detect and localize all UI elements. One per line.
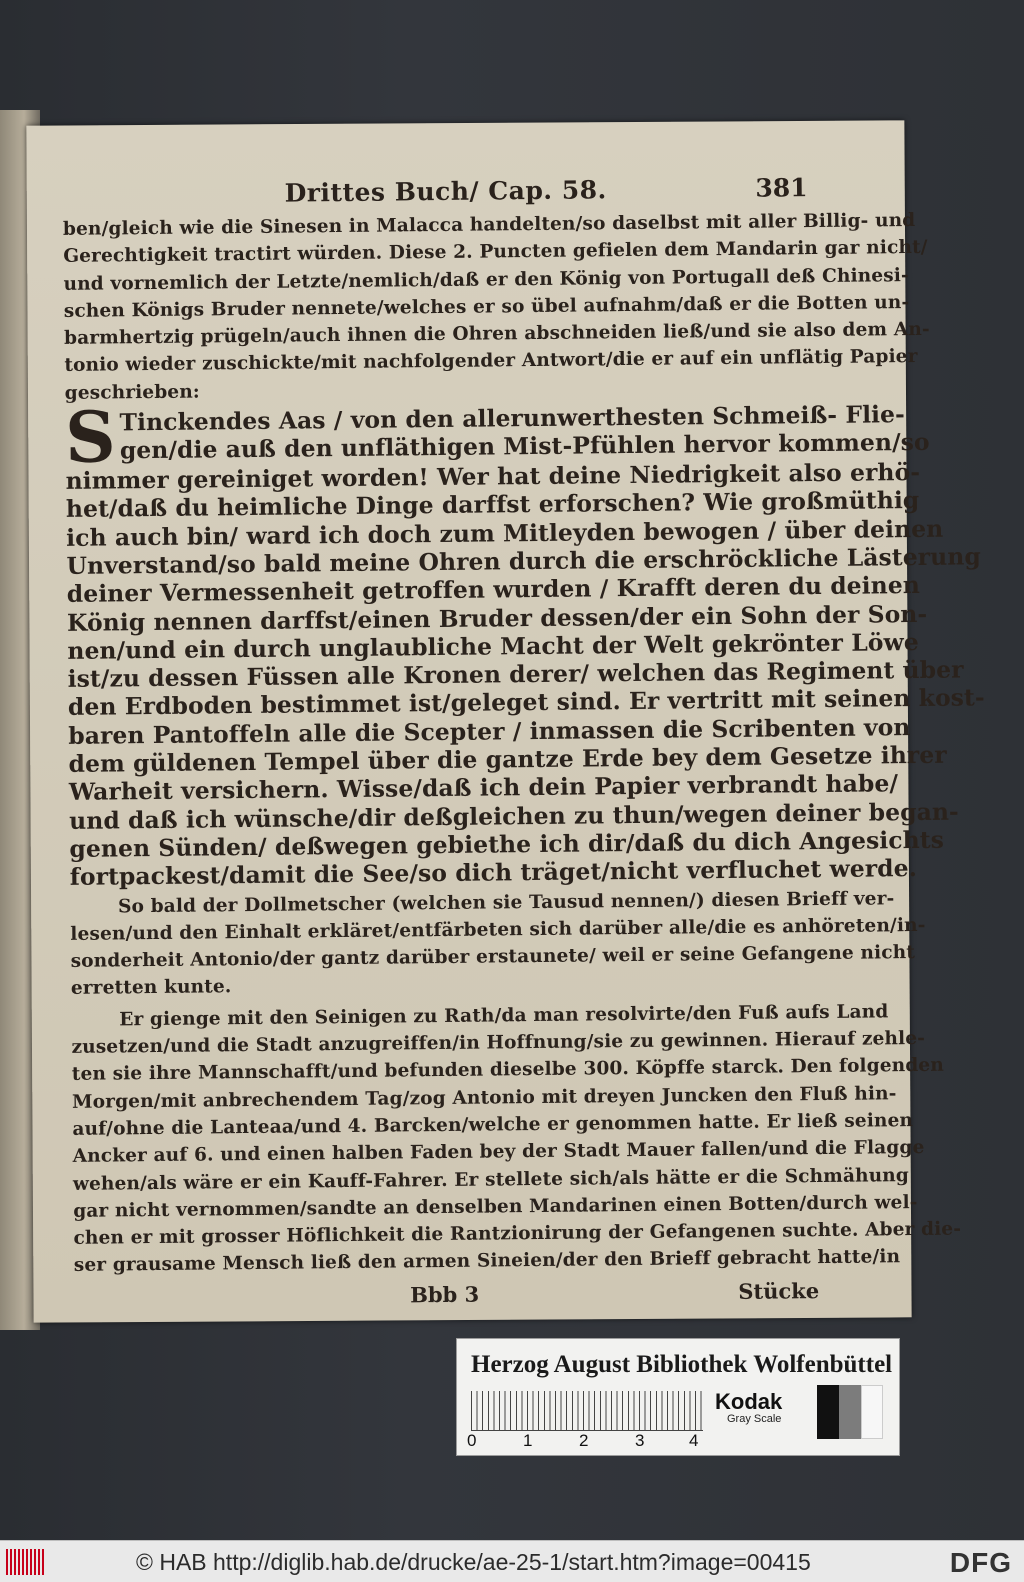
black-swatch — [817, 1385, 839, 1439]
text-line: ten sie ihre Mannschafft/und befunden dieselbe 300. Köpffe starck. Den folgenden — [71, 1055, 945, 1086]
dfg-logo: DFG — [949, 1547, 1012, 1578]
text-line: wehen/als wäre er ein Kauff-Fahrer. Er stellete sich/als hätte er die Schmähung — [72, 1164, 910, 1195]
drop-cap: S — [64, 395, 117, 479]
text-line: sonderheit Antonio/der gantz darüber erstaunete/ weil er seine Gefangene nicht — [70, 942, 916, 973]
letter-line: dem güldenen Tempel über die gantze Erde bey dem Gesetze ihrer — [68, 740, 947, 778]
text-line: erretten kunte. — [70, 976, 232, 1000]
ruler-icon — [471, 1391, 703, 1431]
letter-line: nen/und ein durch unglaubliche Macht der Welt gekrönter Löwe — [67, 627, 919, 665]
white-swatch — [861, 1385, 883, 1439]
letter-line: ich auch bin/ ward ich doch zum Mitleyden bewogen / über deinen — [66, 514, 944, 552]
text-line: auf/ohne die Lanteaa/und 4. Barcken/welche er genommen hatte. Er ließ seinen — [72, 1109, 914, 1140]
letter-line: genen Sünden/ deßwegen gebiethe ich dir/daß du dich Angesichts — [69, 825, 945, 863]
text-line: zusetzen/und die Stadt anzugreiffen/in Hoffnung/sie zu gewinnen. Hierauf zehle- — [71, 1027, 926, 1058]
text-line: So bald der Dollmetscher (welchen sie Tausud nennen/) diesen Brieff ver- — [117, 887, 895, 917]
letter-line: Unverstand/so bald meine Ohren durch die erschröckliche Lästerung — [66, 542, 981, 580]
letter-quote — [64, 395, 985, 892]
second-paragraph — [71, 999, 962, 1280]
letter-line: gen/die auß den unfläthigen Mist-Pfühlen hervor kommen/so — [119, 428, 930, 465]
text-line: geschrieben: — [64, 381, 200, 404]
color-calibration-chart — [456, 1338, 900, 1456]
running-head-title: Drittes Buch/ Cap. 58. — [284, 175, 607, 208]
after-letter-paragraph — [70, 886, 926, 1003]
copyright-url[interactable]: © HAB http://diglib.hab.de/drucke/ae-25-1/start.htm?image=00415 — [136, 1549, 811, 1575]
signature-mark: Bbb 3 — [410, 1281, 480, 1308]
gray-swatch — [839, 1385, 861, 1439]
letter-line: Tinckendes Aas / von den allerunwerthesten Schmeiß- Flie- — [119, 400, 906, 437]
text-line: Er gienge mit den Seinigen zu Rath/da man resolvirte/den Fuß aufs Land — [119, 1001, 889, 1031]
letter-line: fortpackest/damit die See/so dich träget/nicht verfluchet werde. — [69, 854, 918, 892]
text-line: schen Königs Bruder nennete/welches er so übel aufnahm/daß er die Botten un- — [63, 291, 910, 322]
text-line: ser grausame Mensch ließ den armen Sineien/der den Brieff gebracht hatte/in — [73, 1246, 901, 1277]
letter-line: het/daß du heimliche Dinge darffst erforschen? Wie großmüthig — [65, 486, 920, 524]
ruler-number: 3 — [635, 1431, 645, 1450]
kodak-logo: Kodak — [715, 1389, 783, 1414]
footer-bar — [0, 1540, 1024, 1582]
text-line: lesen/und den Einhalt erkläret/entfärbeten sich darüber alle/die es anhöreten/in- — [70, 914, 926, 945]
page-text — [62, 173, 985, 1308]
letter-line: den Erdboden bestimmet ist/geleget sind. Er vertritt mit seinen kost- — [67, 683, 985, 722]
ruler-number: 0 — [467, 1431, 477, 1450]
letter-line: Warheit versichern. Wisse/daß ich dein Papier verbrandt habe/ — [68, 769, 899, 807]
text-line: ben/gleich wie die Sinesen in Malacca handelten/so daselbst mit aller Billig- und — [62, 210, 916, 240]
letter-line: und daß ich wünsche/dir deßgleichen zu thun/wegen deiner began- — [69, 797, 959, 835]
text-line: tonio wieder zuschickte/mit nachfolgender Antwort/die er auf ein unflätig Papier — [64, 346, 918, 377]
letter-line: deiner Vermessenheit getroffen wurden / Krafft deren du deinen — [66, 571, 921, 609]
ruler-number: 2 — [579, 1431, 589, 1450]
letter-line: baren Pantoffeln alle die Scepter / inmassen die Scribenten von — [68, 712, 911, 750]
gray-scale-label: Gray Scale — [727, 1413, 782, 1425]
barcode-logo-icon — [6, 1549, 46, 1575]
ruler-number: 1 — [523, 1431, 533, 1450]
text-line: Morgen/mit anbrechendem Tag/zog Antonio mit dreyen Juncken den Fluß hin- — [72, 1082, 897, 1113]
text-line: Gerechtigkeit tractirt würden. Diese 2. Puncten gefielen dem Mandarin gar nicht/ — [63, 237, 928, 268]
text-line: gar nicht vernommen/sandte an denselben Mandarinen einen Botten/durch wel- — [73, 1191, 918, 1222]
text-line: Ancker auf 6. und einen halben Faden bey der Stadt Mauer fallen/und die Flagge — [72, 1137, 925, 1168]
ruler-number: 4 — [689, 1431, 699, 1450]
letter-line: König nennen darffst/einen Bruder dessen/der ein Sohn der Son- — [66, 599, 928, 637]
text-line: und vornemlich der Letzte/nemlich/daß er den König von Portugall deß Chinesi- — [63, 264, 909, 295]
catchword: Stücke — [738, 1277, 820, 1304]
library-name: Herzog August Bibliothek Wolfenbüttel — [471, 1351, 893, 1378]
intro-paragraph — [62, 208, 930, 407]
text-line: chen er mit grosser Höflichkeit die Rantzionirung der Gefangenen suchte. Aber die- — [73, 1218, 962, 1249]
letter-line: ist/zu dessen Füssen alle Kronen derer/ welchen das Regiment über — [67, 655, 964, 694]
letter-line: nimmer gereiniget worden! Wer hat deine Niedrigkeit also erhö- — [65, 458, 921, 495]
text-line: barmhertzig prügeln/auch ihnen die Ohren abschneiden ließ/und sie also dem An- — [64, 319, 930, 350]
page-number: 381 — [755, 173, 808, 203]
